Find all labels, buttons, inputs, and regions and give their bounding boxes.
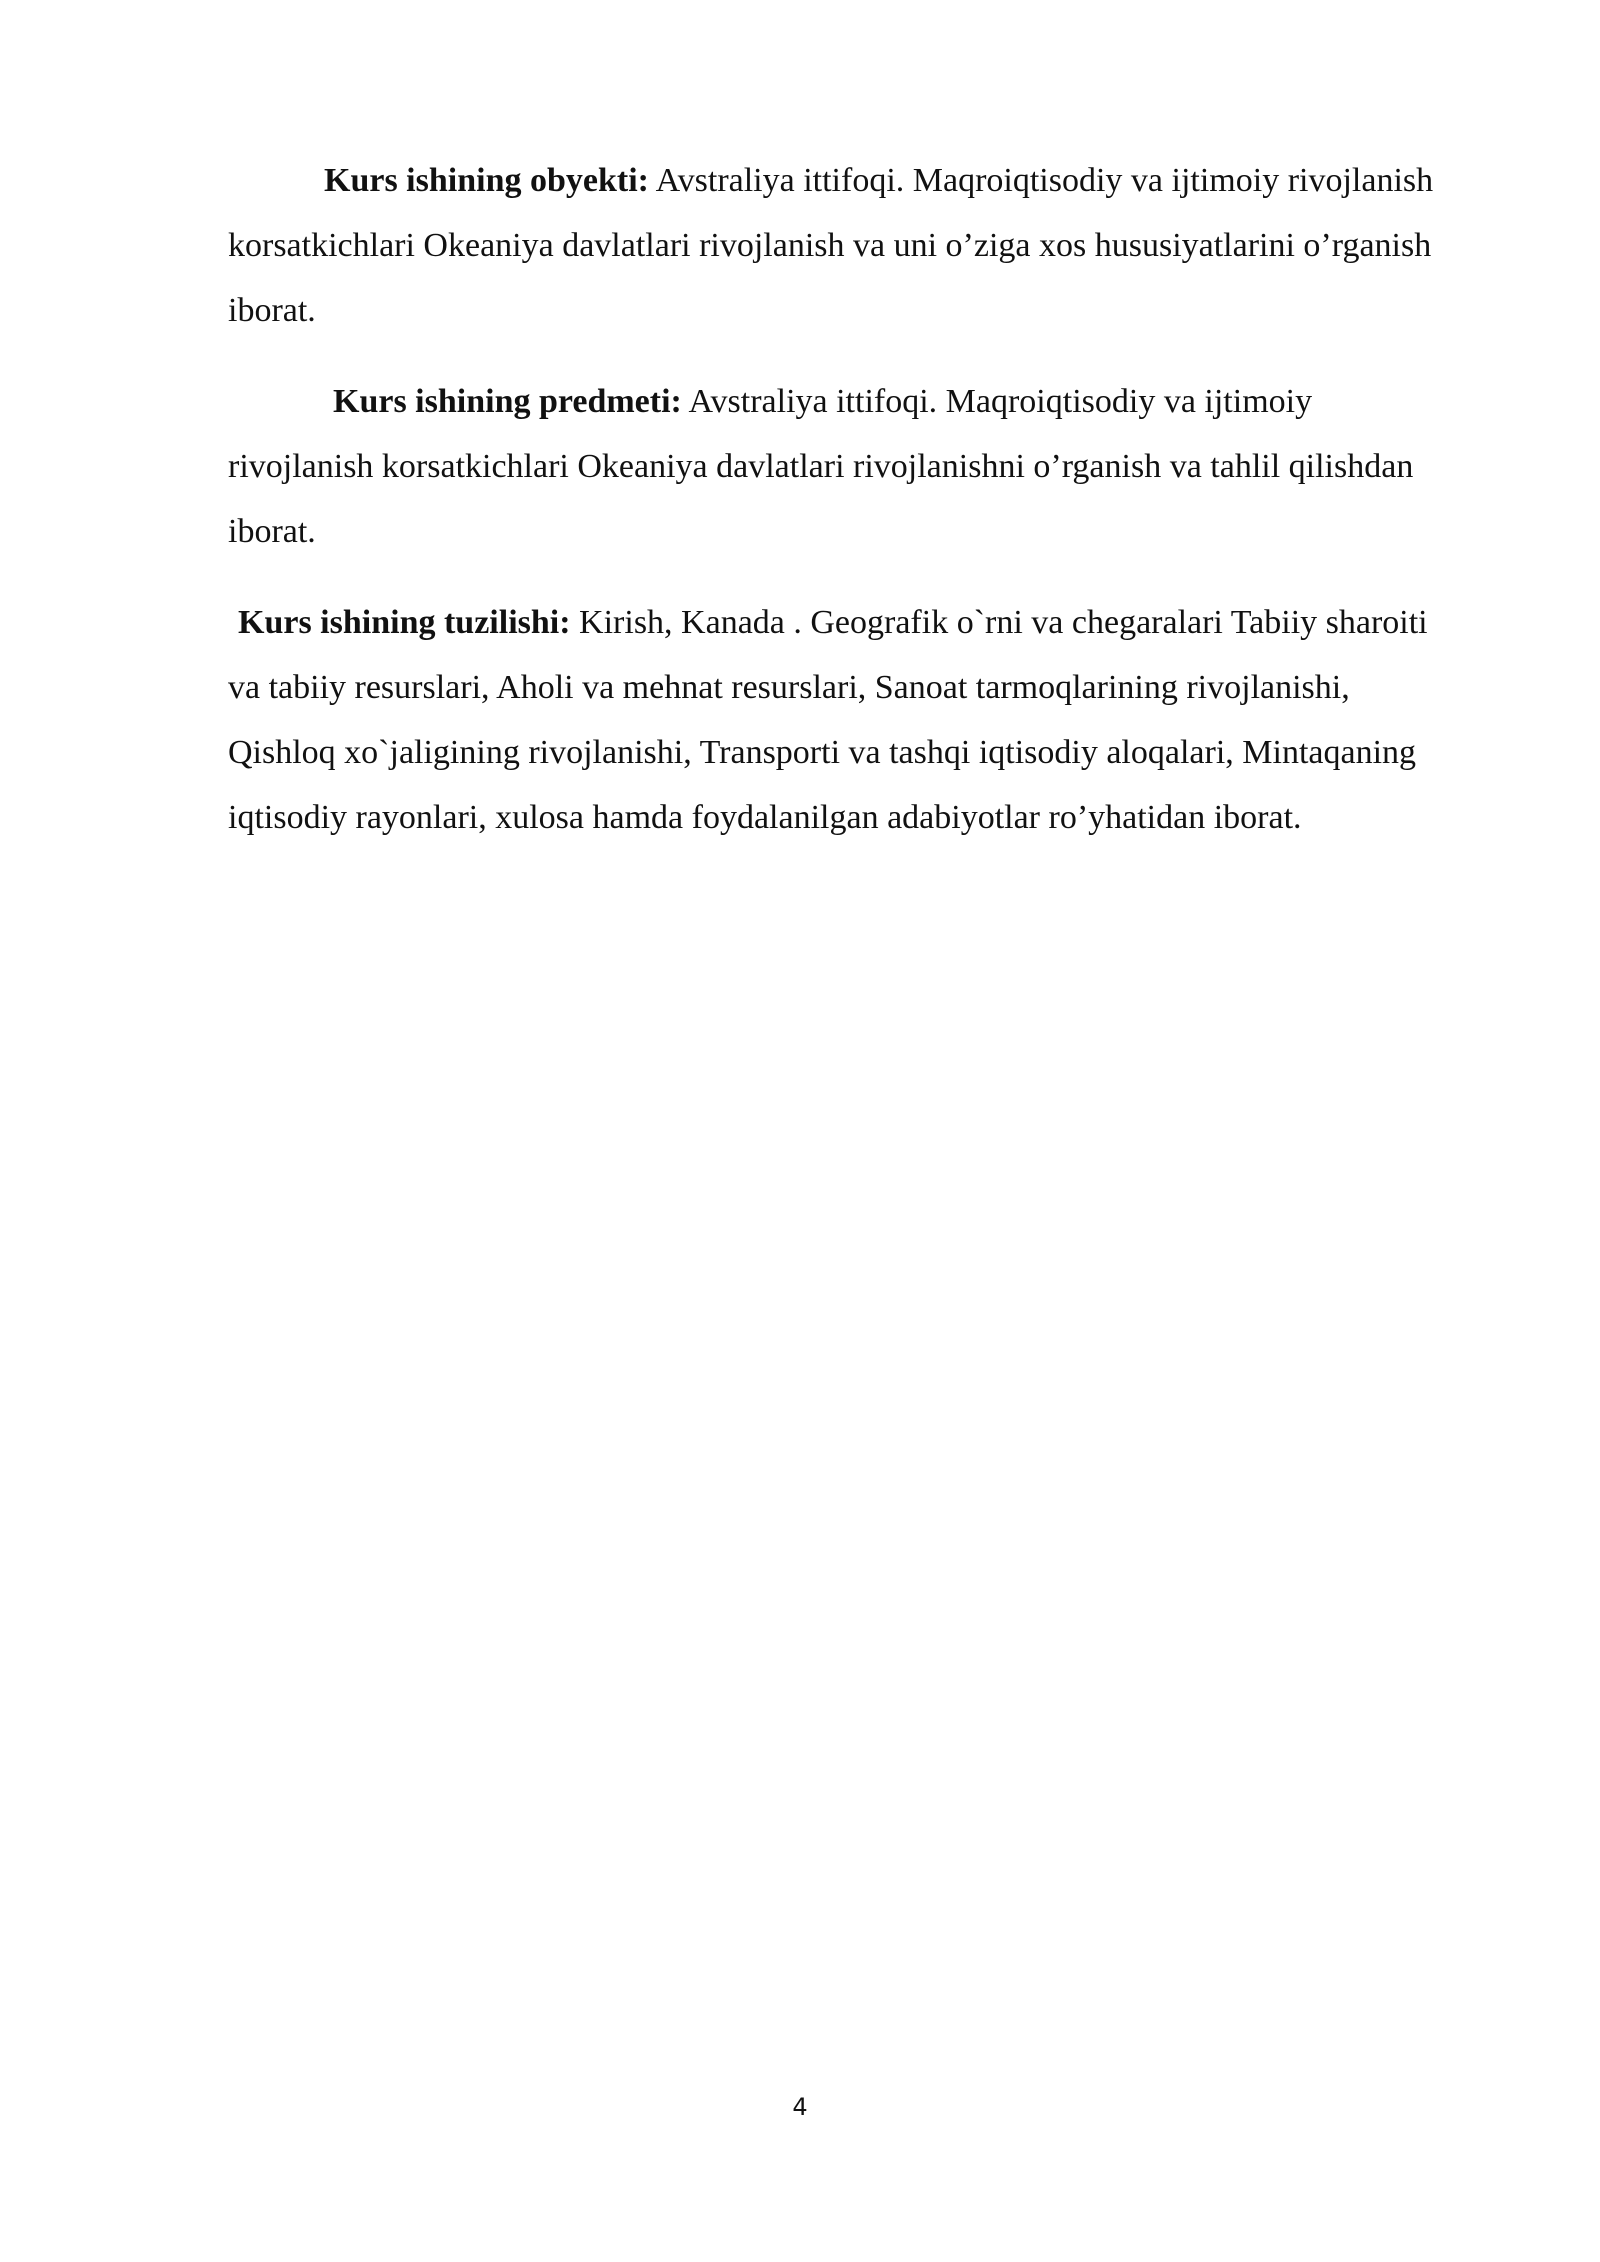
paragraph-body: Kirish, Kanada . Geografik o`rni va chegaralari Tabiiy sharoiti va tabiiy resurslari, Aholi va mehnat resurslari, Sanoat tarmoqlarining rivojlanishi, Qishloq xo`jaligining rivojlanishi, Transporti va tashqi iqtisodiy aloqalari, Mintaqaning iqtisodiy rayonlari, xulosa hamda foydalanilgan adabiyotlar ro’yhatidan iborat. (228, 604, 1428, 836)
paragraph-label: Kurs ishining obyekti: (324, 162, 649, 199)
paragraph-subject (228, 369, 1438, 564)
paragraph-body: Avstraliya ittifoqi. Maqroiqtisodiy va ijtimoiy rivojlanish korsatkichlari Okeaniya davlatlari rivojlanishni o’rganish va tahlil qilishdan iborat. (228, 383, 1414, 550)
paragraph-body: Avstraliya ittifoqi. Maqroiqtisodiy va ijtimoiy rivojlanish korsatkichlari Okeaniya davlatlari rivojlanish va uni o’ziga xos hususiyatlarini o’rganish iborat. (228, 162, 1434, 329)
paragraph-label: Kurs ishining predmeti: (333, 383, 682, 420)
paragraph-object (228, 148, 1438, 343)
paragraph-structure (228, 590, 1438, 850)
paragraph-label: Kurs ishining tuzilishi: (238, 604, 571, 641)
page-number: 4 (792, 2093, 808, 2121)
body-text (228, 148, 1438, 876)
